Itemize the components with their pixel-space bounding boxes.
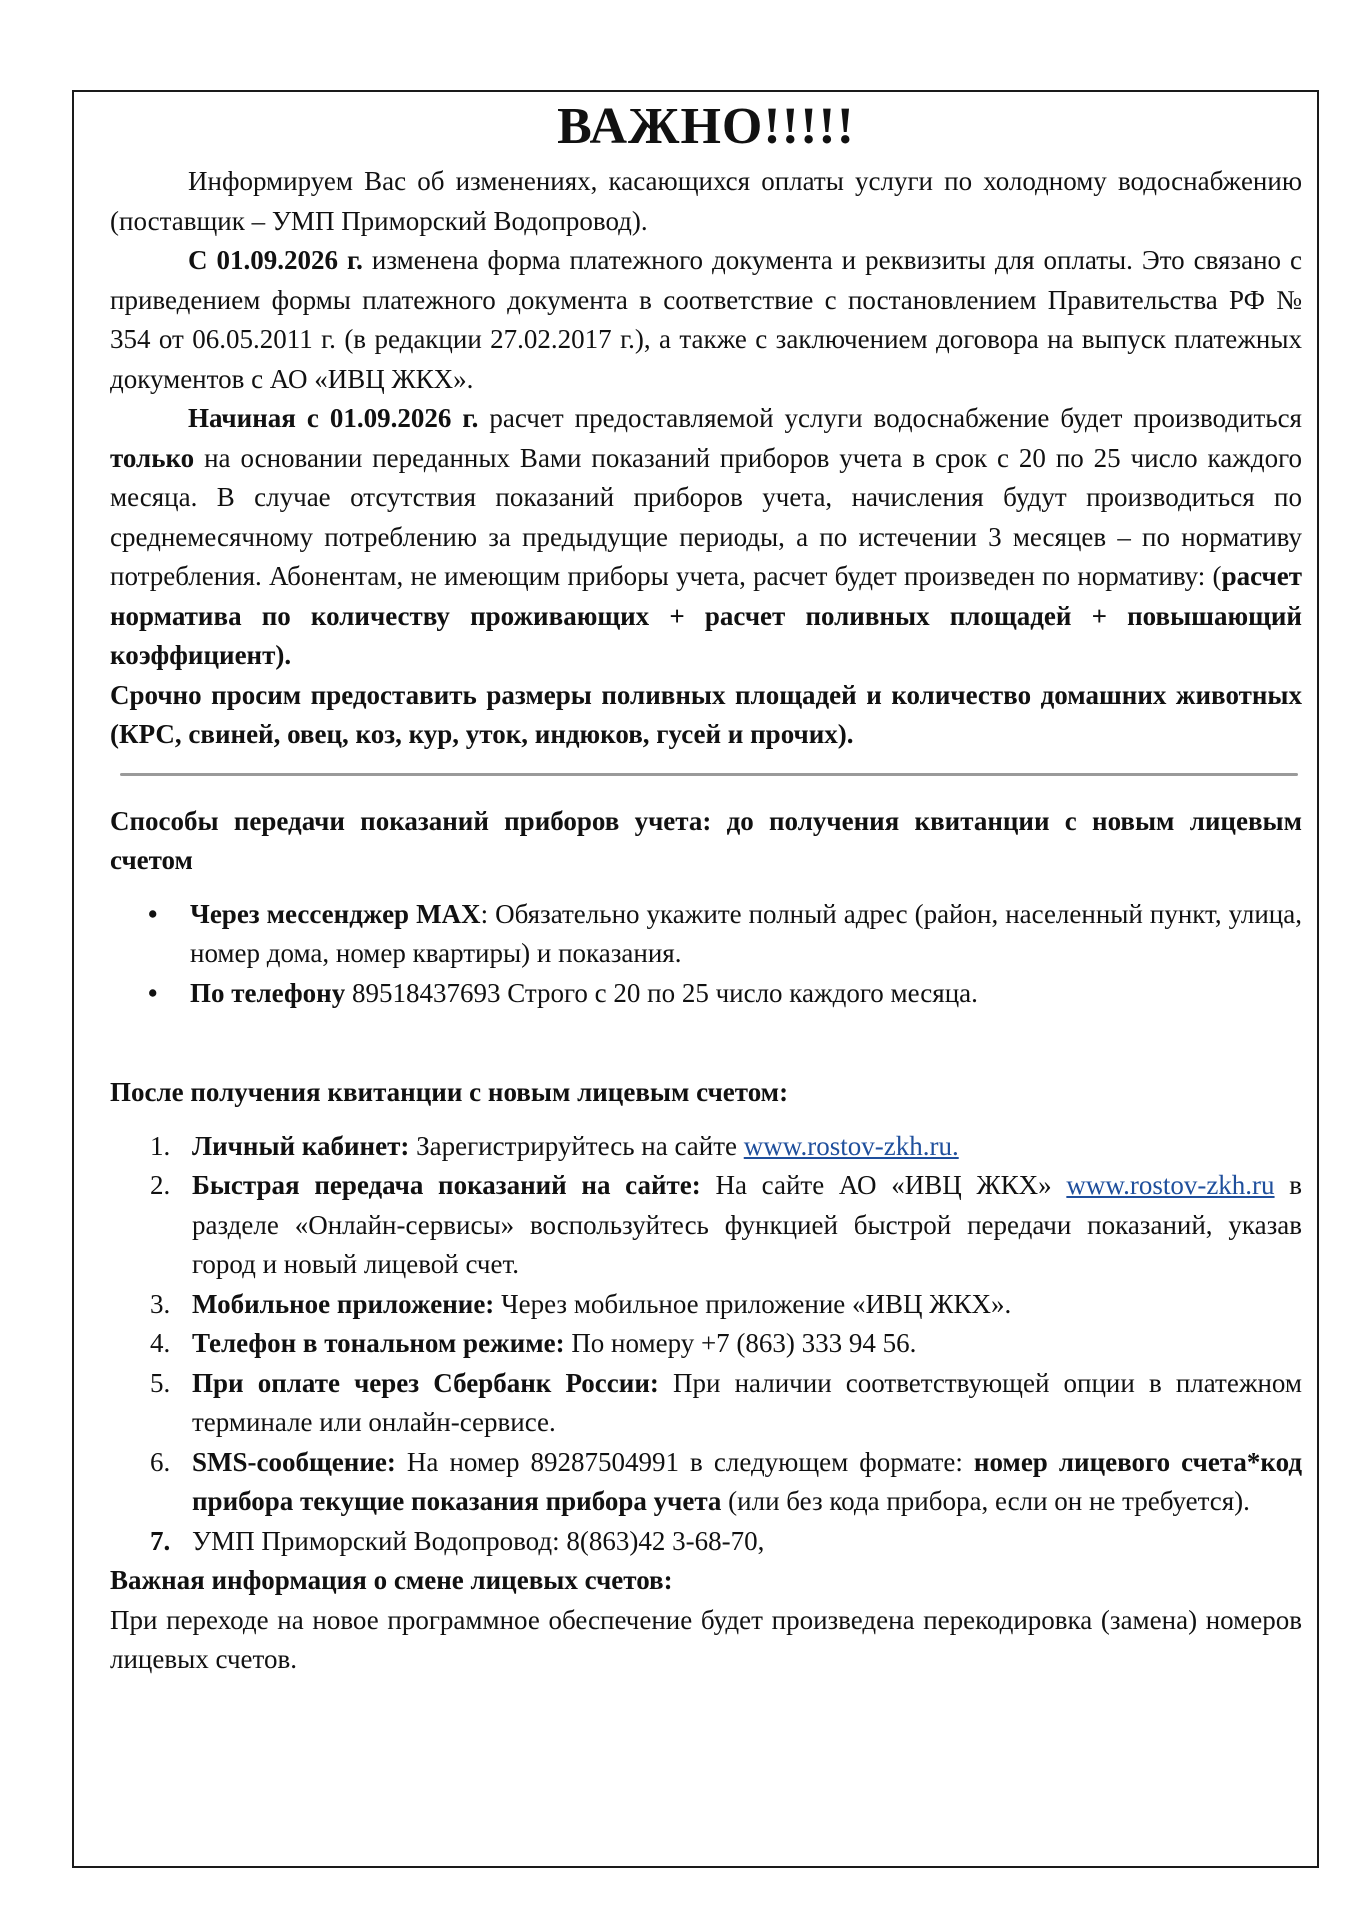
date-change-bold: С 01.09.2026 г. [188, 245, 363, 275]
item-number: 1. [150, 1130, 171, 1161]
date-change-text: изменена форма платежного документа и реквизиты для оплаты. Это связано с приведением формы платежного документа в соответствие с постановлением Правительства РФ № 354 от 06.05.2011 г. (в редакции 27.02.2017 г.), а также с заключением договора на выпуск платежных документов с АО «ИВЦ ЖКХ». [110, 245, 1302, 394]
calculation-paragraph [110, 399, 1302, 676]
item-number: 6. [150, 1446, 171, 1477]
item-text-continued: (или без кода прибора, если он не требуется). [721, 1486, 1250, 1516]
list-item [110, 895, 1302, 974]
after-heading: После получения квитанции с новым лицевым счетом: [110, 1077, 789, 1107]
list-item [110, 1127, 1302, 1167]
page-title: ВАЖНО!!!!! [557, 98, 855, 155]
list-item [110, 1166, 1302, 1285]
item-number: 7. [150, 1525, 171, 1556]
urgent-request-paragraph [110, 676, 1302, 755]
calculation-norm-bold: расчет норматива по количеству проживающих + расчет поливных площадей + повышающий коэффициент). [110, 561, 1302, 670]
item-number: 5. [150, 1367, 171, 1398]
item-text: На сайте АО «ИВЦ ЖКХ» [700, 1170, 1067, 1200]
item-text: УМП Приморский Водопровод: 8(863)42 3-68-70, [192, 1525, 765, 1556]
section-divider [120, 773, 1298, 776]
calculation-only-bold: только [110, 442, 195, 473]
list-item [110, 1443, 1302, 1522]
list-item [110, 1324, 1302, 1364]
calculation-text-a: расчет предоставляемой услуги водоснабжение будет производиться [478, 403, 1302, 433]
method-text: : Обязательно укажите полный адрес (район, населенный пункт, улица, номер дома, номер квартиры) и показания. [190, 898, 1302, 968]
list-item [110, 1364, 1302, 1443]
method-label: По телефону [190, 977, 346, 1008]
item-label: При оплате через Сбербанк России: [192, 1367, 659, 1398]
item-label: Быстрая передача показаний на сайте: [192, 1170, 701, 1200]
website-link[interactable]: www.rostov-zkh.ru. [743, 1130, 959, 1161]
method-text: 89518437693 Строго с 20 по 25 число каждого месяца. [345, 977, 978, 1008]
before-methods-list [110, 895, 1302, 1014]
notice-content [110, 92, 1302, 1680]
list-item [110, 1522, 1302, 1562]
item-number: 4. [150, 1328, 171, 1358]
item-number: 3. [150, 1288, 171, 1319]
date-change-paragraph [110, 241, 1302, 399]
accounts-text: При переходе на новое программное обеспечение будет произведена перекодировка (замена) номеров лицевых счетов. [110, 1604, 1302, 1674]
list-item [110, 1285, 1302, 1325]
item-text-continued: в разделе «Онлайн-сервисы» воспользуйтесь функцией быстрой передачи показаний, указав город и новый лицевой счет. [192, 1170, 1303, 1279]
item-text: На номер 89287504991 в следующем формате: [395, 1446, 974, 1477]
website-link[interactable]: www.rostov-zkh.ru [1066, 1170, 1275, 1200]
item-label: Телефон в тональном режиме: [192, 1328, 565, 1358]
item-label: SMS-сообщение: [192, 1446, 396, 1477]
item-number: 2. [150, 1170, 171, 1200]
item-text: Через мобильное приложение «ИВЦ ЖКХ». [494, 1288, 1012, 1319]
calculation-text-b: на основании переданных Вами показаний приборов учета в срок с 20 по 25 число каждого месяца. В случае отсутствия показаний приборов учета, начисления будут производиться по среднемесячному потреблению за предыдущие периоды, а по истечении 3 месяцев – по нормативу потребления. Абонентам, не имеющим приборы учета, расчет будет произведен по нормативу: ( [110, 442, 1302, 591]
item-text: При наличии соответствующей опции в платежном терминале или онлайн-сервисе. [192, 1367, 1302, 1437]
item-label: Мобильное приложение: [192, 1288, 495, 1319]
item-text: По номеру +7 (863) 333 94 56. [564, 1328, 917, 1358]
urgent-request-text: Срочно просим предоставить размеры поливных площадей и количество домашних животных (КРС, свиней, овец, коз, кур, уток, индюков, гусей и прочих). [110, 679, 1302, 749]
intro-paragraph [110, 162, 1302, 241]
bullet-icon: • [148, 977, 158, 1008]
intro-text: Информируем Вас об изменениях, касающихся оплаты услуги по холодному водоснабжению (поставщик – УМП Приморский Водопровод). [110, 166, 1302, 236]
calculation-date-bold: Начиная с 01.09.2026 г. [188, 403, 479, 433]
list-item [110, 974, 1302, 1014]
accounts-heading: Важная информация о смене лицевых счетов: [110, 1565, 673, 1595]
after-methods-list [110, 1127, 1302, 1562]
bullet-icon: • [148, 898, 158, 929]
method-label: Через мессенджер MAX [190, 898, 481, 929]
item-text: Зарегистрируйтесь на сайте [409, 1130, 744, 1161]
sms-format-bold: номер лицевого счета*код прибора текущие показания прибора учета [192, 1446, 1302, 1516]
item-label: Личный кабинет: [192, 1130, 410, 1161]
before-heading: Способы передачи показаний приборов учета: до получения квитанции с новым лицевым счетом [110, 805, 1302, 875]
